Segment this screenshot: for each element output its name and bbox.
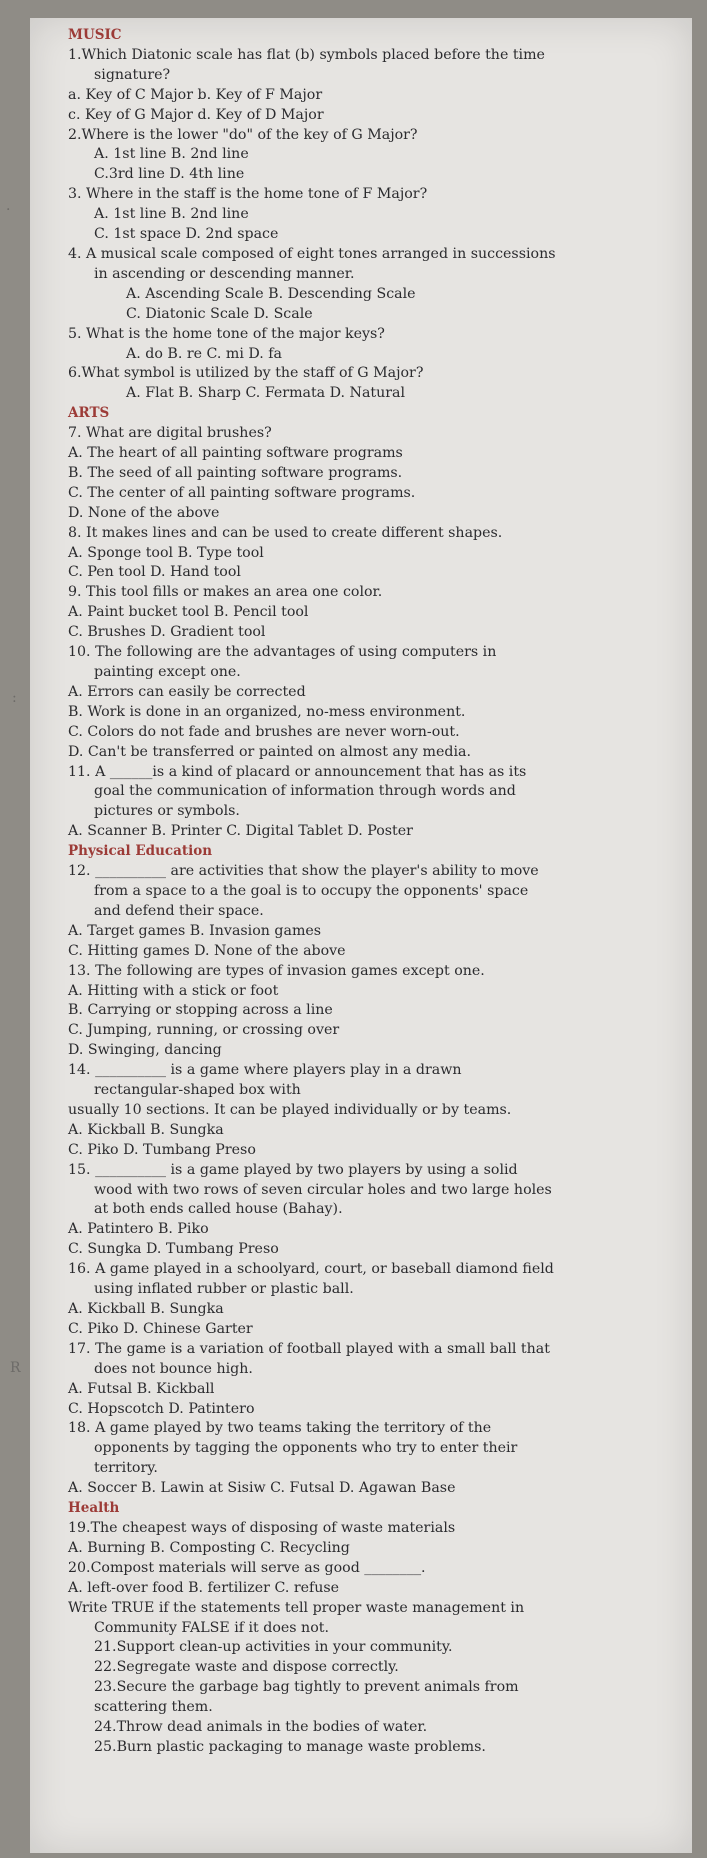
text-line: D. None of the above [68, 504, 220, 521]
text-line: rectangular-shaped box with [94, 1082, 301, 1099]
text-line: 15. __________ is a game played by two players by using a solid [68, 1161, 518, 1178]
text-line: D. Can't be transferred or painted on almost any media. [68, 743, 471, 760]
text-line: C. Colors do not fade and brushes are never worn-out. [68, 723, 460, 740]
text-line: c. Key of G Major d. Key of D Major [68, 106, 324, 123]
text-line: A. Ascending Scale B. Descending Scale [126, 285, 416, 302]
worksheet-paper [30, 18, 692, 1853]
margin-mark: : [12, 690, 17, 706]
text-line: 23.Secure the garbage bag tightly to prevent animals from [94, 1679, 519, 1696]
text-line: 13. The following are types of invasion games except one. [68, 962, 485, 979]
text-line: wood with two rows of seven circular holes and two large holes [94, 1181, 552, 1198]
text-line: A. Kickball B. Sungka [68, 1301, 224, 1317]
text-line: 22.Segregate waste and dispose correctly. [94, 1659, 399, 1676]
text-line: scattering them. [94, 1699, 213, 1716]
text-line: a. Key of C Major b. Key of F Major [68, 86, 323, 103]
text-line: C.3rd line D. 4th line [94, 166, 245, 183]
text-line: C. Sungka D. Tumbang Preso [68, 1241, 279, 1258]
text-line: A. Sponge tool B. Type tool [68, 544, 264, 561]
text-line: D. Swinging, dancing [68, 1042, 222, 1059]
text-line: 8. It makes lines and can be used to create different shapes. [68, 524, 503, 541]
text-line: C. Hopscotch D. Patintero [68, 1400, 255, 1417]
text-line: A. Target games B. Invasion games [68, 922, 322, 939]
text-line: in ascending or descending manner. [94, 265, 355, 282]
text-line: A. Flat B. Sharp C. Fermata D. Natural [126, 385, 406, 402]
text-line: 24.Throw dead animals in the bodies of water. [94, 1719, 428, 1736]
worksheet-text [68, 26, 683, 1758]
text-line: C. 1st space D. 2nd space [94, 226, 279, 243]
text-line: 7. What are digital brushes? [68, 425, 272, 442]
margin-mark: R [10, 1360, 21, 1376]
text-line: at both ends called house (Bahay). [94, 1201, 343, 1218]
text-line: B. Work is done in an organized, no-mess environment. [68, 703, 466, 720]
text-line: A. 1st line B. 2nd line [94, 146, 249, 163]
text-line: 6.What symbol is utilized by the staff of G Major? [68, 365, 424, 382]
text-line: usually 10 sections. It can be played individually or by teams. [68, 1101, 512, 1118]
text-line: pictures or symbols. [94, 803, 240, 820]
text-line: using inflated rubber or plastic ball. [94, 1281, 354, 1298]
text-line: B. Carrying or stopping across a line [68, 1002, 333, 1019]
text-line: A. left-over food B. fertilizer C. refuse [68, 1579, 340, 1596]
text-line: C. The center of all painting software programs. [68, 484, 416, 501]
text-line: A. Burning B. Composting C. Recycling [68, 1539, 350, 1556]
text-line: 16. A game played in a schoolyard, court, or baseball diamond field [68, 1261, 554, 1278]
text-line: C. Hitting games D. None of the above [68, 942, 346, 959]
text-line: A. Soccer B. Lawin at Sisiw C. Futsal D. Agawan Base [68, 1480, 456, 1497]
text-line: 3. Where in the staff is the home tone of F Major? [68, 186, 428, 203]
text-line: 1.Which Diatonic scale has flat (b) symbols placed before the time [68, 46, 545, 63]
text-line: 17. The game is a variation of football played with a small ball that [68, 1340, 550, 1357]
text-line: A. Scanner B. Printer C. Digital Tablet D. Poster [68, 823, 413, 840]
text-line: C. Jumping, running, or crossing over [68, 1022, 340, 1039]
text-line: 12. __________ are activities that show the player's ability to move [68, 863, 539, 880]
text-line: 11. A ______is a kind of placard or announcement that has as its [68, 763, 527, 780]
text-line: 2.Where is the lower "do" of the key of G Major? [68, 126, 418, 143]
section-heading: Health [68, 1500, 120, 1517]
text-line: goal the communication of information through words and [94, 783, 516, 800]
text-line: A. The heart of all painting software programs [68, 445, 403, 462]
text-line: 4. A musical scale composed of eight tones arranged in successions [68, 245, 556, 262]
text-line: painting except one. [94, 664, 241, 680]
text-line: from a space to a the goal is to occupy the opponents' space [94, 882, 529, 899]
text-line: Community FALSE if it does not. [94, 1619, 329, 1636]
text-line: 18. A game played by two teams taking the territory of the [68, 1420, 492, 1437]
section-heading: MUSIC [68, 27, 122, 43]
text-line: 9. This tool fills or makes an area one color. [68, 584, 383, 601]
text-line: 14. __________ is a game where players play in a drawn [68, 1062, 462, 1079]
text-line: C. Brushes D. Gradient tool [68, 624, 266, 641]
text-line: A. Patintero B. Piko [68, 1221, 209, 1238]
section-heading: ARTS [68, 405, 110, 422]
text-line: 25.Burn plastic packaging to manage waste problems. [94, 1738, 486, 1755]
margin-mark: · [6, 202, 11, 218]
text-line: A. 1st line B. 2nd line [94, 206, 249, 223]
text-line: A. Futsal B. Kickball [68, 1380, 215, 1397]
text-line: does not bounce high. [94, 1360, 253, 1377]
text-line: A. Kickball B. Sungka [68, 1121, 224, 1138]
text-line: C. Diatonic Scale D. Scale [126, 305, 313, 322]
text-line: Write TRUE if the statements tell proper waste management in [68, 1599, 525, 1616]
text-line: A. Paint bucket tool B. Pencil tool [68, 604, 309, 621]
text-line: A. do B. re C. mi D. fa [126, 345, 282, 362]
text-line: B. The seed of all painting software programs. [68, 464, 403, 481]
text-line: C. Piko D. Tumbang Preso [68, 1141, 256, 1158]
text-line: 10. The following are the advantages of using computers in [68, 644, 497, 661]
text-line: opponents by tagging the opponents who try to enter their [94, 1440, 518, 1457]
text-line: C. Pen tool D. Hand tool [68, 564, 241, 581]
text-line: 20.Compost materials will serve as good ________. [68, 1559, 426, 1576]
text-line: territory. [94, 1460, 158, 1477]
text-line: C. Piko D. Chinese Garter [68, 1320, 253, 1337]
text-line: 21.Support clean-up activities in your community. [94, 1639, 453, 1656]
text-line: A. Errors can easily be corrected [68, 683, 306, 700]
text-line: 5. What is the home tone of the major keys? [68, 325, 385, 342]
section-heading: Physical Education [68, 843, 213, 860]
text-line: and defend their space. [94, 902, 264, 919]
text-line: 19.The cheapest ways of disposing of waste materials [68, 1519, 456, 1536]
text-line: A. Hitting with a stick or foot [68, 982, 279, 999]
text-line: signature? [94, 66, 171, 83]
